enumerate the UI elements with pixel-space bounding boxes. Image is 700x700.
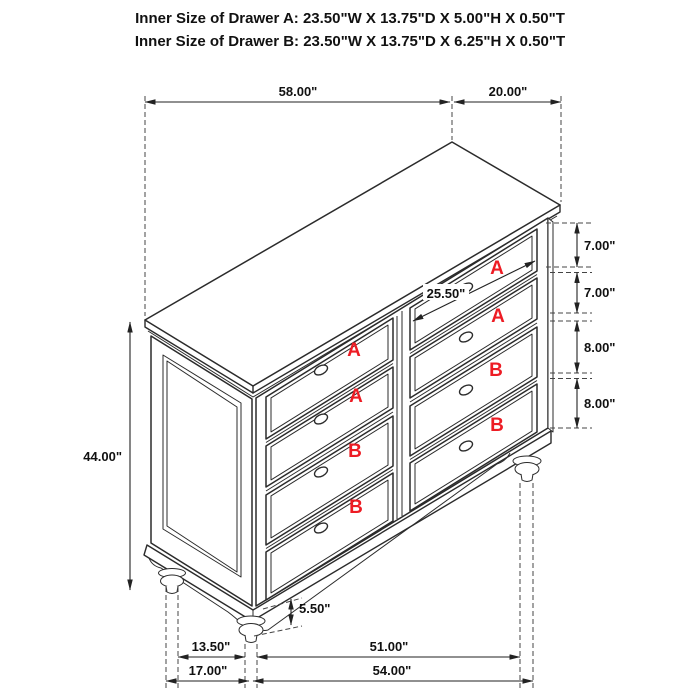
dim-feet-span-inner: 51.00" xyxy=(369,639,409,654)
dim-row1-height: 7.00" xyxy=(584,238,616,253)
label-drawer-b1-right: B xyxy=(489,360,503,381)
dim-feet-depth-inner: 13.50" xyxy=(191,639,231,654)
dim-row2-height: 7.00" xyxy=(584,285,616,300)
dimension-drawer-heights xyxy=(546,223,615,428)
label-drawer-a1-left: A xyxy=(347,340,361,361)
label-drawer-a1-right: A xyxy=(490,258,504,279)
foot-front-left xyxy=(237,616,265,643)
dim-top-width: 58.00" xyxy=(278,84,318,99)
label-drawer-a2-right: A xyxy=(491,306,505,327)
dim-feet-span-outer: 54.00" xyxy=(372,663,412,678)
foot-front-right xyxy=(513,456,541,482)
dim-row4-height: 8.00" xyxy=(584,396,616,411)
label-drawer-b2-left: B xyxy=(349,497,363,518)
foot-back-left xyxy=(159,569,186,594)
label-drawer-b2-right: B xyxy=(490,415,504,436)
dim-feet-depth-outer: 17.00" xyxy=(188,663,228,678)
dimension-overall-height xyxy=(83,322,130,590)
label-drawer-a2-left: A xyxy=(349,386,363,407)
dim-leg-height: 5.50" xyxy=(299,601,331,616)
label-drawer-b1-left: B xyxy=(348,441,362,462)
dim-overall-height: 44.00" xyxy=(83,449,122,464)
dim-row3-height: 8.00" xyxy=(584,340,616,355)
title-line-1: Inner Size of Drawer A: 23.50"W X 13.75"D X 5.00"H X 0.50"T xyxy=(135,10,565,27)
dim-top-depth: 20.00" xyxy=(488,84,528,99)
dimension-bottom-inner xyxy=(178,639,520,657)
dim-drawer-front-width: 25.50" xyxy=(426,286,466,301)
dimension-bottom-outer xyxy=(166,663,533,681)
title-line-2: Inner Size of Drawer B: 23.50"W X 13.75"D X 6.25"H X 0.50"T xyxy=(134,33,566,50)
